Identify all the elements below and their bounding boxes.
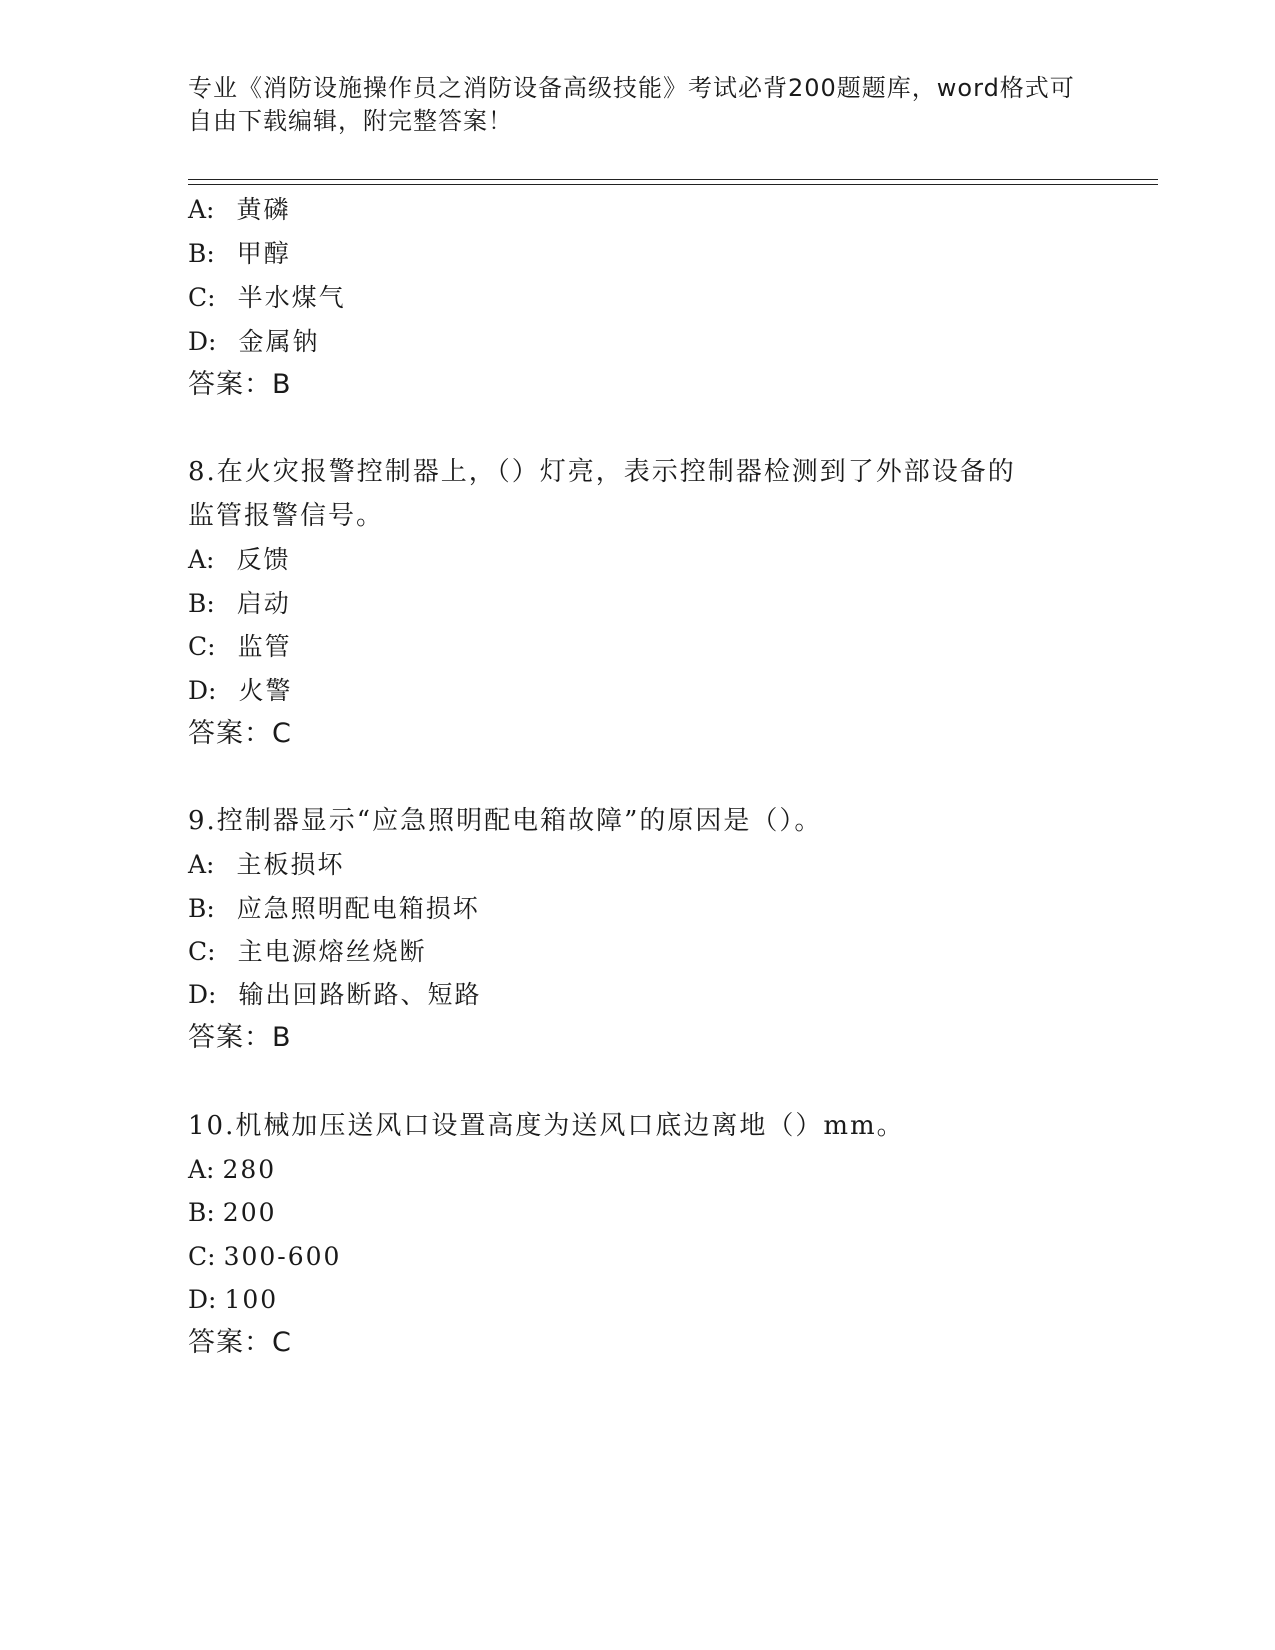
option-text: 甲醇: [236, 239, 291, 268]
option-letter: D:: [188, 327, 217, 356]
q9-option-a: [188, 848, 345, 882]
q10-option-d: [188, 1283, 278, 1317]
q9-option-b: [188, 892, 480, 926]
option-text: 启动: [236, 589, 291, 618]
q10-stem-line-1: 10.机械加压送风口设置高度为送风口底边离地（）mm。: [188, 1111, 905, 1141]
option-letter: B:: [188, 589, 215, 618]
q10-option-b: [188, 1196, 277, 1230]
option-text: 金属钠: [238, 327, 320, 356]
q7-answer: 答案：B: [188, 369, 292, 400]
option-text: 黄磷: [236, 195, 291, 224]
option-letter: A:: [188, 195, 215, 224]
q8-stem-line-2: 监管报警信号。: [188, 501, 385, 531]
option-text: 200: [222, 1198, 277, 1227]
option-letter: B:: [188, 1198, 215, 1227]
q8-stem-line-1: 8.在火灾报警控制器上，（）灯亮，表示控制器检测到了外部设备的: [188, 457, 1016, 487]
q9-option-c: [188, 935, 427, 969]
q8-option-b: [188, 587, 291, 621]
q9-option-d: [188, 978, 481, 1012]
q7-option-c: [188, 281, 346, 315]
option-letter: D:: [188, 980, 217, 1009]
header-line-1: 专业《消防设施操作员之消防设备高级技能》考试必背200题题库，word格式可: [188, 74, 1075, 102]
document-header: [188, 72, 1088, 138]
option-text: 280: [222, 1155, 277, 1184]
q8-answer: 答案：C: [188, 718, 292, 749]
option-letter: A:: [188, 1155, 215, 1184]
header-divider-bottom: [188, 184, 1158, 185]
option-text: 主电源熔丝烧断: [237, 937, 427, 966]
option-text: 输出回路断路、短路: [238, 980, 482, 1009]
option-letter: A:: [188, 545, 215, 574]
option-text: 应急照明配电箱损坏: [236, 894, 480, 923]
q8-option-a: [188, 543, 291, 577]
q9-stem-line-1: 9.控制器显示“应急照明配电箱故障”的原因是（）。: [188, 806, 823, 836]
option-letter: C:: [188, 937, 216, 966]
option-text: 反馈: [236, 545, 291, 574]
q8-option-d: [188, 674, 292, 708]
option-letter: D:: [188, 676, 217, 705]
option-text: 监管: [237, 632, 292, 661]
option-text: 半水煤气: [237, 283, 346, 312]
q7-option-d: [188, 325, 319, 359]
option-letter: B:: [188, 894, 215, 923]
q7-option-a: [188, 193, 291, 227]
q10-option-c: [188, 1240, 341, 1274]
header-line-2: 自由下载编辑，附完整答案！: [188, 107, 513, 135]
option-text: 300-600: [223, 1242, 342, 1271]
option-letter: A:: [188, 850, 215, 879]
option-letter: C:: [188, 283, 216, 312]
q10-answer: 答案：C: [188, 1327, 292, 1358]
q7-option-b: [188, 237, 291, 271]
option-text: 火警: [238, 676, 293, 705]
option-text: 主板损坏: [236, 850, 345, 879]
q10-option-a: [188, 1153, 276, 1187]
option-letter: D:: [188, 1285, 217, 1314]
option-text: 100: [224, 1285, 279, 1314]
option-letter: C:: [188, 1242, 216, 1271]
q8-option-c: [188, 630, 292, 664]
header-divider-top: [188, 179, 1158, 180]
option-letter: C:: [188, 632, 216, 661]
q9-answer: 答案：B: [188, 1022, 292, 1053]
option-letter: B:: [188, 239, 215, 268]
